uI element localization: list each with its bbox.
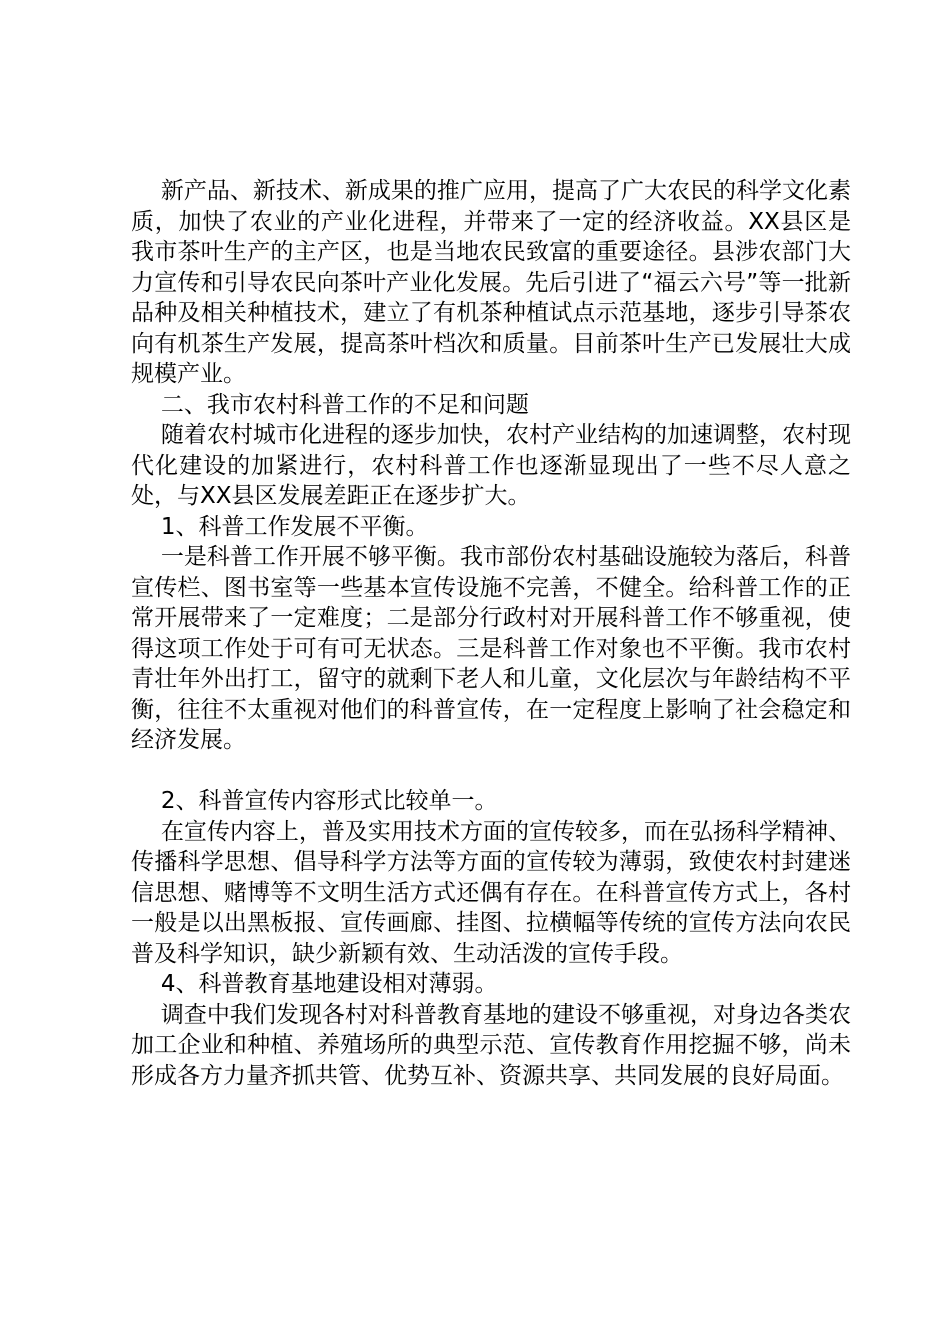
subheading-2: 2、科普宣传内容形式比较单一。 [160, 788, 498, 814]
section-heading-2: 二、我市农村科普工作的不足和问题 [160, 391, 529, 418]
subheading-4: 4、科普教育基地建设相对薄弱。 [160, 971, 498, 997]
subheading-1: 1、科普工作发展不平衡。 [160, 513, 429, 540]
paragraph-propaganda: 在宣传内容上，普及实用技术方面的宣传较多，而在弘扬科学精神、传播科学思想、倡导科学方法等方面的宣传较为薄弱，致使农村封建迷信思想、赌博等不文明生活方式还偶有存在。在科普宣传方式上，各村一般是以出黑板报、宣传画廊、挂图、拉横幅等传统的宣传方法向农民普及科学知识，缺少新颖有效、生动活泼的宣传手段。 [131, 818, 851, 967]
paragraph-education-base: 调查中我们发现各村对科普教育基地的建设不够重视，对身边各类农加工企业和种植、养殖场所的典型示范、宣传教育作用挖掘不够，尚未形成各方力量齐抓共管、优势互补、资源共享、共同发展的良好局面。 [131, 1001, 851, 1089]
paragraph-imbalance: 一是科普工作开展不够平衡。我市部份农村基础设施较为落后，科普宣传栏、图书室等一些基本宣传设施不完善，不健全。给科普工作的正常开展带来了一定难度；二是部分行政村对开展科普工作不够重视，使得这项工作处于可有可无状态。三是科普工作对象也不平衡。我市农村青壮年外出打工，留守的就剩下老人和儿童，文化层次与年龄结构不平衡，往往不太重视对他们的科普宣传，在一定程度上影响了社会稳定和经济发展。 [131, 544, 851, 753]
paragraph-urbanization: 随着农村城市化进程的逐步加快，农村产业结构的加速调整，农村现代化建设的加紧进行，农村科普工作也逐渐显现出了一些不尽人意之处，与XX县区发展差距正在逐步扩大。 [131, 422, 851, 509]
document-body [131, 176, 851, 1091]
paragraph-tea-industry: 新产品、新技术、新成果的推广应用，提高了广大农民的科学文化素质，加快了农业的产业化进程，并带来了一定的经济收益。XX县区是我市茶叶生产的主产区，也是当地农民致富的重要途径。县涉农部门大力宣传和引导农民向茶叶产业化发展。先后引进了“福云六号”等一批新品种及相关种植技术，建立了有机茶种植试点示范基地，逐步引导茶农向有机茶生产发展，提高茶叶档次和质量。目前茶叶生产已发展壮大成规模产业。 [131, 178, 851, 387]
